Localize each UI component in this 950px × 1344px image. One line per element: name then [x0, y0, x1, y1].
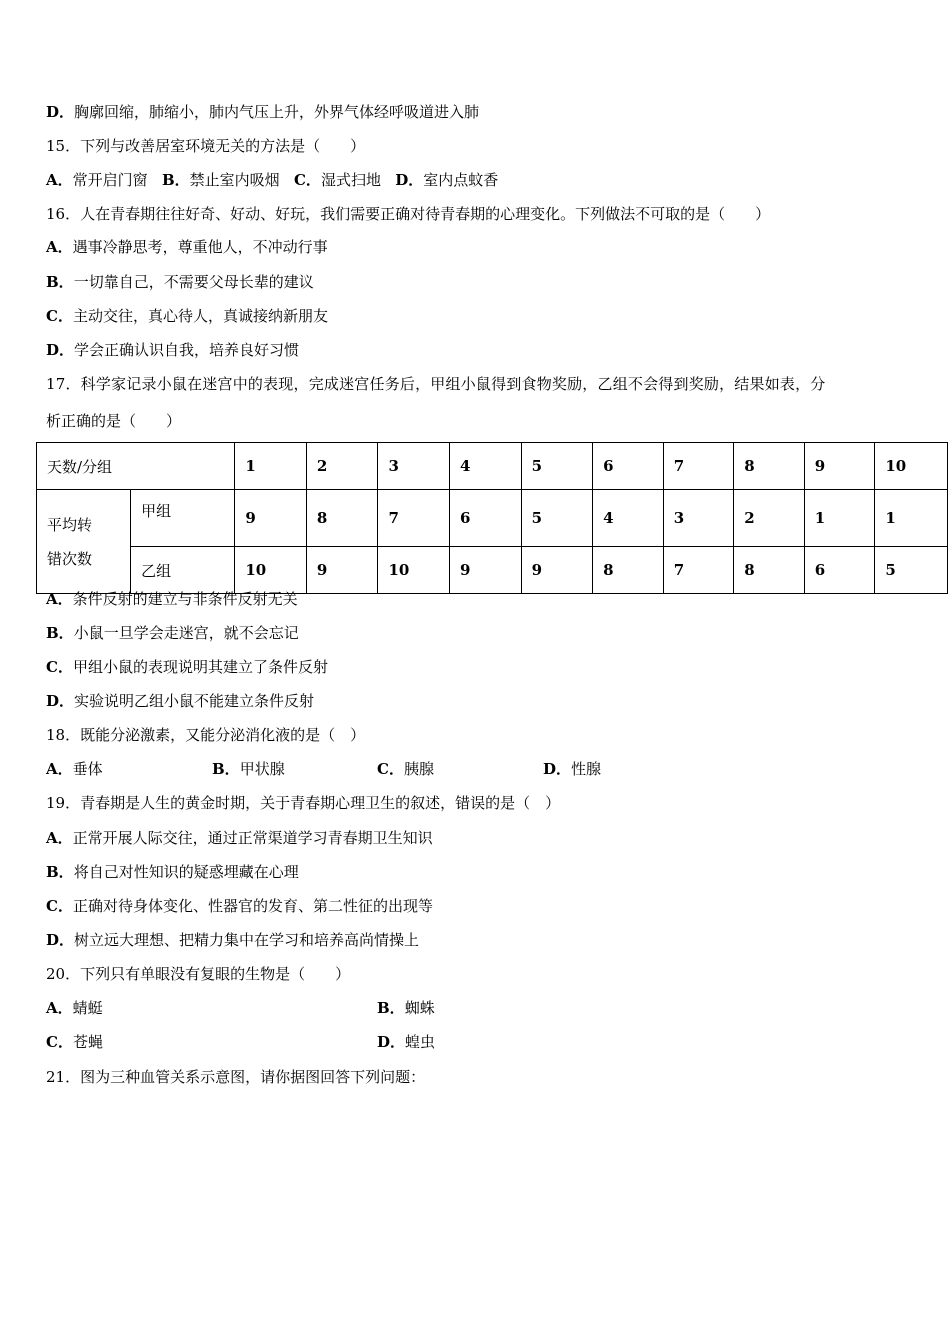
value-cell: 1: [804, 490, 875, 547]
q18-option-d: D．性腺: [543, 760, 602, 778]
day-cell: 9: [804, 443, 875, 490]
table-row-group-a: [37, 490, 948, 547]
q19-option-c: C．正确对待身体变化、性器官的发育、第二性征的出现等: [46, 897, 433, 915]
q16-option-c: C．主动交往，真心待人，真诚接纳新朋友: [46, 307, 328, 325]
q18-stem: 18．既能分泌激素，又能分泌消化液的是（ ）: [46, 726, 366, 744]
q18-option-b: B．甲状腺: [212, 760, 285, 778]
value-cell: 10: [235, 547, 307, 594]
q18-option-a: A．垂体: [46, 760, 103, 778]
q16-option-a: A．遇事冷静思考，尊重他人，不冲动行事: [46, 238, 328, 256]
day-cell: 1: [235, 443, 307, 490]
value-cell: 1: [875, 490, 948, 547]
day-cell: 10: [875, 443, 948, 490]
table-row-group-b: [37, 547, 948, 594]
value-cell: 4: [593, 490, 664, 547]
value-cell: 7: [378, 490, 450, 547]
q20-option-b: B．蜘蛛: [377, 999, 435, 1017]
q20-option-c: C．苍蝇: [46, 1033, 103, 1051]
day-cell: 2: [306, 443, 378, 490]
q17-stem-line2: 析正确的是（ ）: [46, 412, 182, 430]
value-cell: 9: [235, 490, 307, 547]
q19-option-b: B．将自己对性知识的疑惑埋藏在心理: [46, 863, 299, 881]
q15-option-b: 禁止室内吸烟: [189, 171, 280, 189]
q17-option-c: C．甲组小鼠的表现说明其建立了条件反射: [46, 658, 328, 676]
q17-option-a: A．条件反射的建立与非条件反射无关: [46, 590, 298, 608]
value-cell: 7: [663, 547, 734, 594]
day-cell: 8: [734, 443, 805, 490]
q19-option-d: D．树立远大理想、把精力集中在学习和培养高尚情操上: [46, 931, 420, 949]
q20-option-d: D．蝗虫: [377, 1033, 436, 1051]
q16-option-d: D．学会正确认识自我，培养良好习惯: [46, 341, 300, 359]
q19-option-a: A．正常开展人际交往，通过正常渠道学习青春期卫生知识: [46, 829, 433, 847]
day-cell: 4: [450, 443, 522, 490]
day-cell: 6: [593, 443, 664, 490]
q18-option-c: C．胰腺: [377, 760, 434, 778]
q15-options: A．常开启门窗 B．禁止室内吸烟 C．湿式扫地 D．室内点蚊香: [46, 171, 499, 189]
day-cell: 7: [663, 443, 734, 490]
value-cell: 9: [450, 547, 522, 594]
day-cell: 5: [521, 443, 593, 490]
value-cell: 8: [306, 490, 378, 547]
q21-stem: 21．图为三种血管关系示意图，请你据图回答下列问题：: [46, 1068, 426, 1086]
q17-option-d: D．实验说明乙组小鼠不能建立条件反射: [46, 692, 315, 710]
q17-option-b: B．小鼠一旦学会走迷宫，就不会忘记: [46, 624, 299, 642]
q15-option-d: 室内点蚊香: [423, 171, 499, 189]
q15-option-c: 湿式扫地: [320, 171, 381, 189]
q17-stem-line1: 17．科学家记录小鼠在迷宫中的表现，完成迷宫任务后，甲组小鼠得到食物奖励，乙组不会得到奖励，结果如表，分: [46, 375, 826, 393]
q20-option-a: A．蜻蜓: [46, 999, 103, 1017]
q17-results-table: [36, 442, 948, 594]
value-cell: 8: [593, 547, 664, 594]
q16-stem: 16．人在青春期往往好奇、好动、好玩，我们需要正确对待青春期的心理变化。下列做法不可取的是（ ）: [46, 205, 771, 223]
group-b-label: 乙组: [131, 547, 235, 594]
q20-stem: 20．下列只有单眼没有复眼的生物是（ ）: [46, 965, 351, 983]
q15-stem: 15．下列与改善居室环境无关的方法是（ ）: [46, 137, 366, 155]
value-cell: 3: [663, 490, 734, 547]
group-a-label: 甲组: [131, 490, 235, 547]
value-cell: 10: [378, 547, 450, 594]
q16-option-b: B．一切靠自己，不需要父母长辈的建议: [46, 273, 314, 291]
q19-stem: 19．青春期是人生的黄金时期，关于青春期心理卫生的叙述，错误的是（ ）: [46, 794, 561, 812]
q15-option-a: 常开启门窗: [72, 171, 148, 189]
day-cell: 3: [378, 443, 450, 490]
value-cell: 2: [734, 490, 805, 547]
header-label: 天数/分组: [37, 443, 235, 490]
value-cell: 9: [521, 547, 593, 594]
q14-option-d: D．胸廓回缩，肺缩小，肺内气压上升，外界气体经呼吸道进入肺: [46, 103, 480, 121]
value-cell: 5: [521, 490, 593, 547]
value-cell: 8: [734, 547, 805, 594]
value-cell: 9: [306, 547, 378, 594]
value-cell: 6: [804, 547, 875, 594]
row-label: 平均转 错次数: [37, 490, 131, 594]
value-cell: 6: [450, 490, 522, 547]
value-cell: 5: [875, 547, 948, 594]
table-header-row: [37, 443, 948, 490]
